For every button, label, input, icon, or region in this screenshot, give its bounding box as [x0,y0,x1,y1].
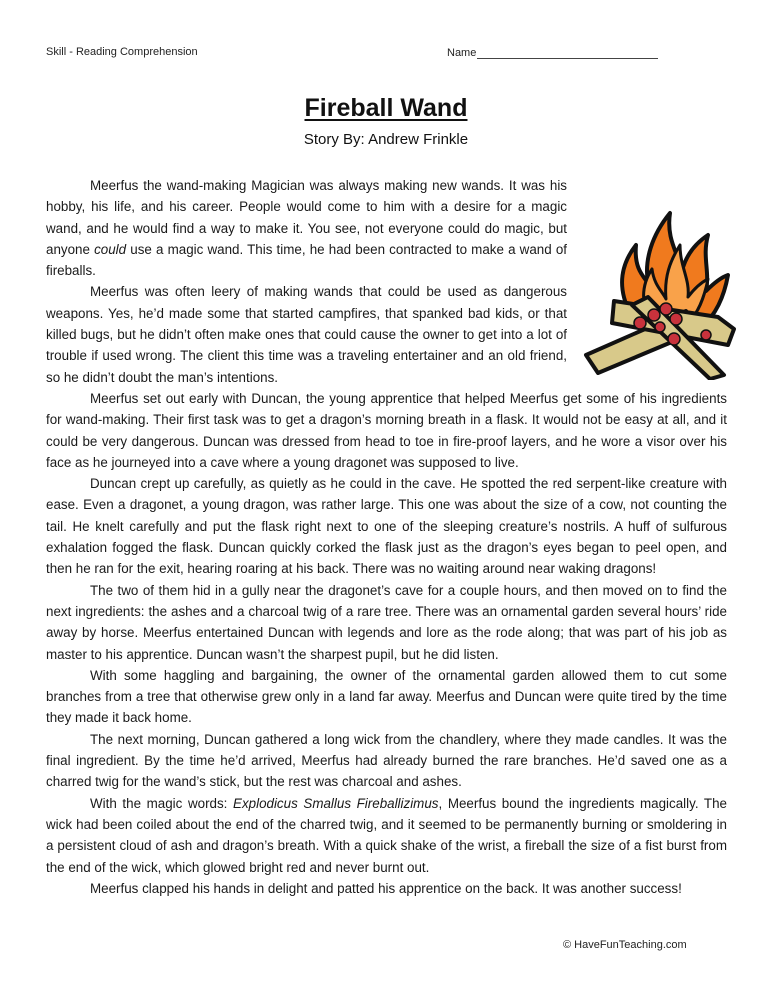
paragraph-text: Meerfus the wand-making Magician was always making new wands. It was his hobby, his life, and his career. People would come to him with a desire for a magic wand, and he would find a way to make it. You see, not everyone could do magic, but anyone [46,178,567,257]
story-paragraph: Meerfus clapped his hands in delight and patted his apprentice on the back. It was another success! [90,880,682,896]
name-label: Name [447,47,477,59]
magic-words: Explodicus Smallus Fireballizimus [233,795,439,811]
story-paragraph: Duncan crept up carefully, as quietly as he could in the cave. He spotted the red serpent-like creature with ease. Even a dragonet, a young dragon, was rather large. This one was about the size of a cow, not counting the tail. He knelt carefully and put the flask right next to one of the sleeping creature’s nostrils. A huff of sulfurous exhalation fogged the flask. Duncan quickly corked the flask just as the dragon’s eyes began to peel open, and then he ran for the exit, hearing roaring at his back. There was no waiting around near waking dragons! [46,476,727,577]
story-title-text: Fireball Wand [304,94,468,122]
story-paragraph: Meerfus set out early with Duncan, the young apprentice that helped Meerfus get some of his ingredients for wand-making. Their first task was to get a dragon’s morning breath in a flask. It would not be easy at all, and it could be very dangerous. Duncan was dressed from head to toe in fire-proof layers, and he wore a visor over his face as he journeyed into a cave where a young dragonet was supposed to live. [46,390,727,470]
name-field[interactable] [447,46,658,59]
copyright-footer: © HaveFunTeaching.com [563,939,687,951]
story-paragraph [46,793,727,878]
paragraph-text: use a magic wand. This time, he had been contracted to make a wand of fireballs. [46,241,567,279]
story-paragraph: The next morning, Duncan gathered a long wick from the chandlery, where they made candles. It was the final ingredient. By the time he’d arrived, Meerfus had already burned the rare branches. He’d saved one as a charred twig for the wand’s stick, but the rest was charcoal and ashes. [46,731,727,790]
skill-label: Skill - Reading Comprehension [46,46,198,58]
story-title [0,94,772,123]
story-paragraph: The two of them hid in a gully near the dragonet’s cave for a couple hours, and then moved on to find the next ingredients: the ashes and a charcoal twig of a rare tree. There was an ornamental garden several hours’ ride away by horse. Meerfus entertained Duncan with legends and lore as the rode along; that was part of his job as master to his apprentice. Duncan wasn’t the sharpest pupil, but he did listen. [46,582,727,662]
story-byline: Story By: Andrew Frinkle [303,131,469,148]
emphasized-word: could [94,241,127,257]
story-paragraph: Meerfus was often leery of making wands that could be used as dangerous weapons. Yes, he’d made some that started campfires, that spanked bad kids, or that killed bugs, but he didn’t often make ones that could cause the owner to get into a lot of trouble if used wrong. The client this time was a traveling entertainer and an old friend, so he didn’t doubt the man’s intentions. [46,284,567,385]
story-paragraph: With some haggling and bargaining, the owner of the ornamental garden allowed them to cut some branches from a tree that otherwise grew only in a land far away. Meerfus and Duncan were quite tired by the time they made it back home. [46,667,727,726]
paragraph-text: , Meerfus bound the ingredients magically. The wick had been coiled about the end of the charred twig, and it seemed to be permanently burning or smoldering in a persistent cloud of ash and dragon’s breath. With a quick shake of the wrist, a fireball the size of a fist burst from the end of the wick, which glowed bright red and never burnt out. [46,795,727,875]
name-blank-line[interactable] [477,46,658,59]
paragraph-text: With the magic words: [90,795,234,811]
story-body [46,175,727,899]
story-paragraph [46,175,567,281]
